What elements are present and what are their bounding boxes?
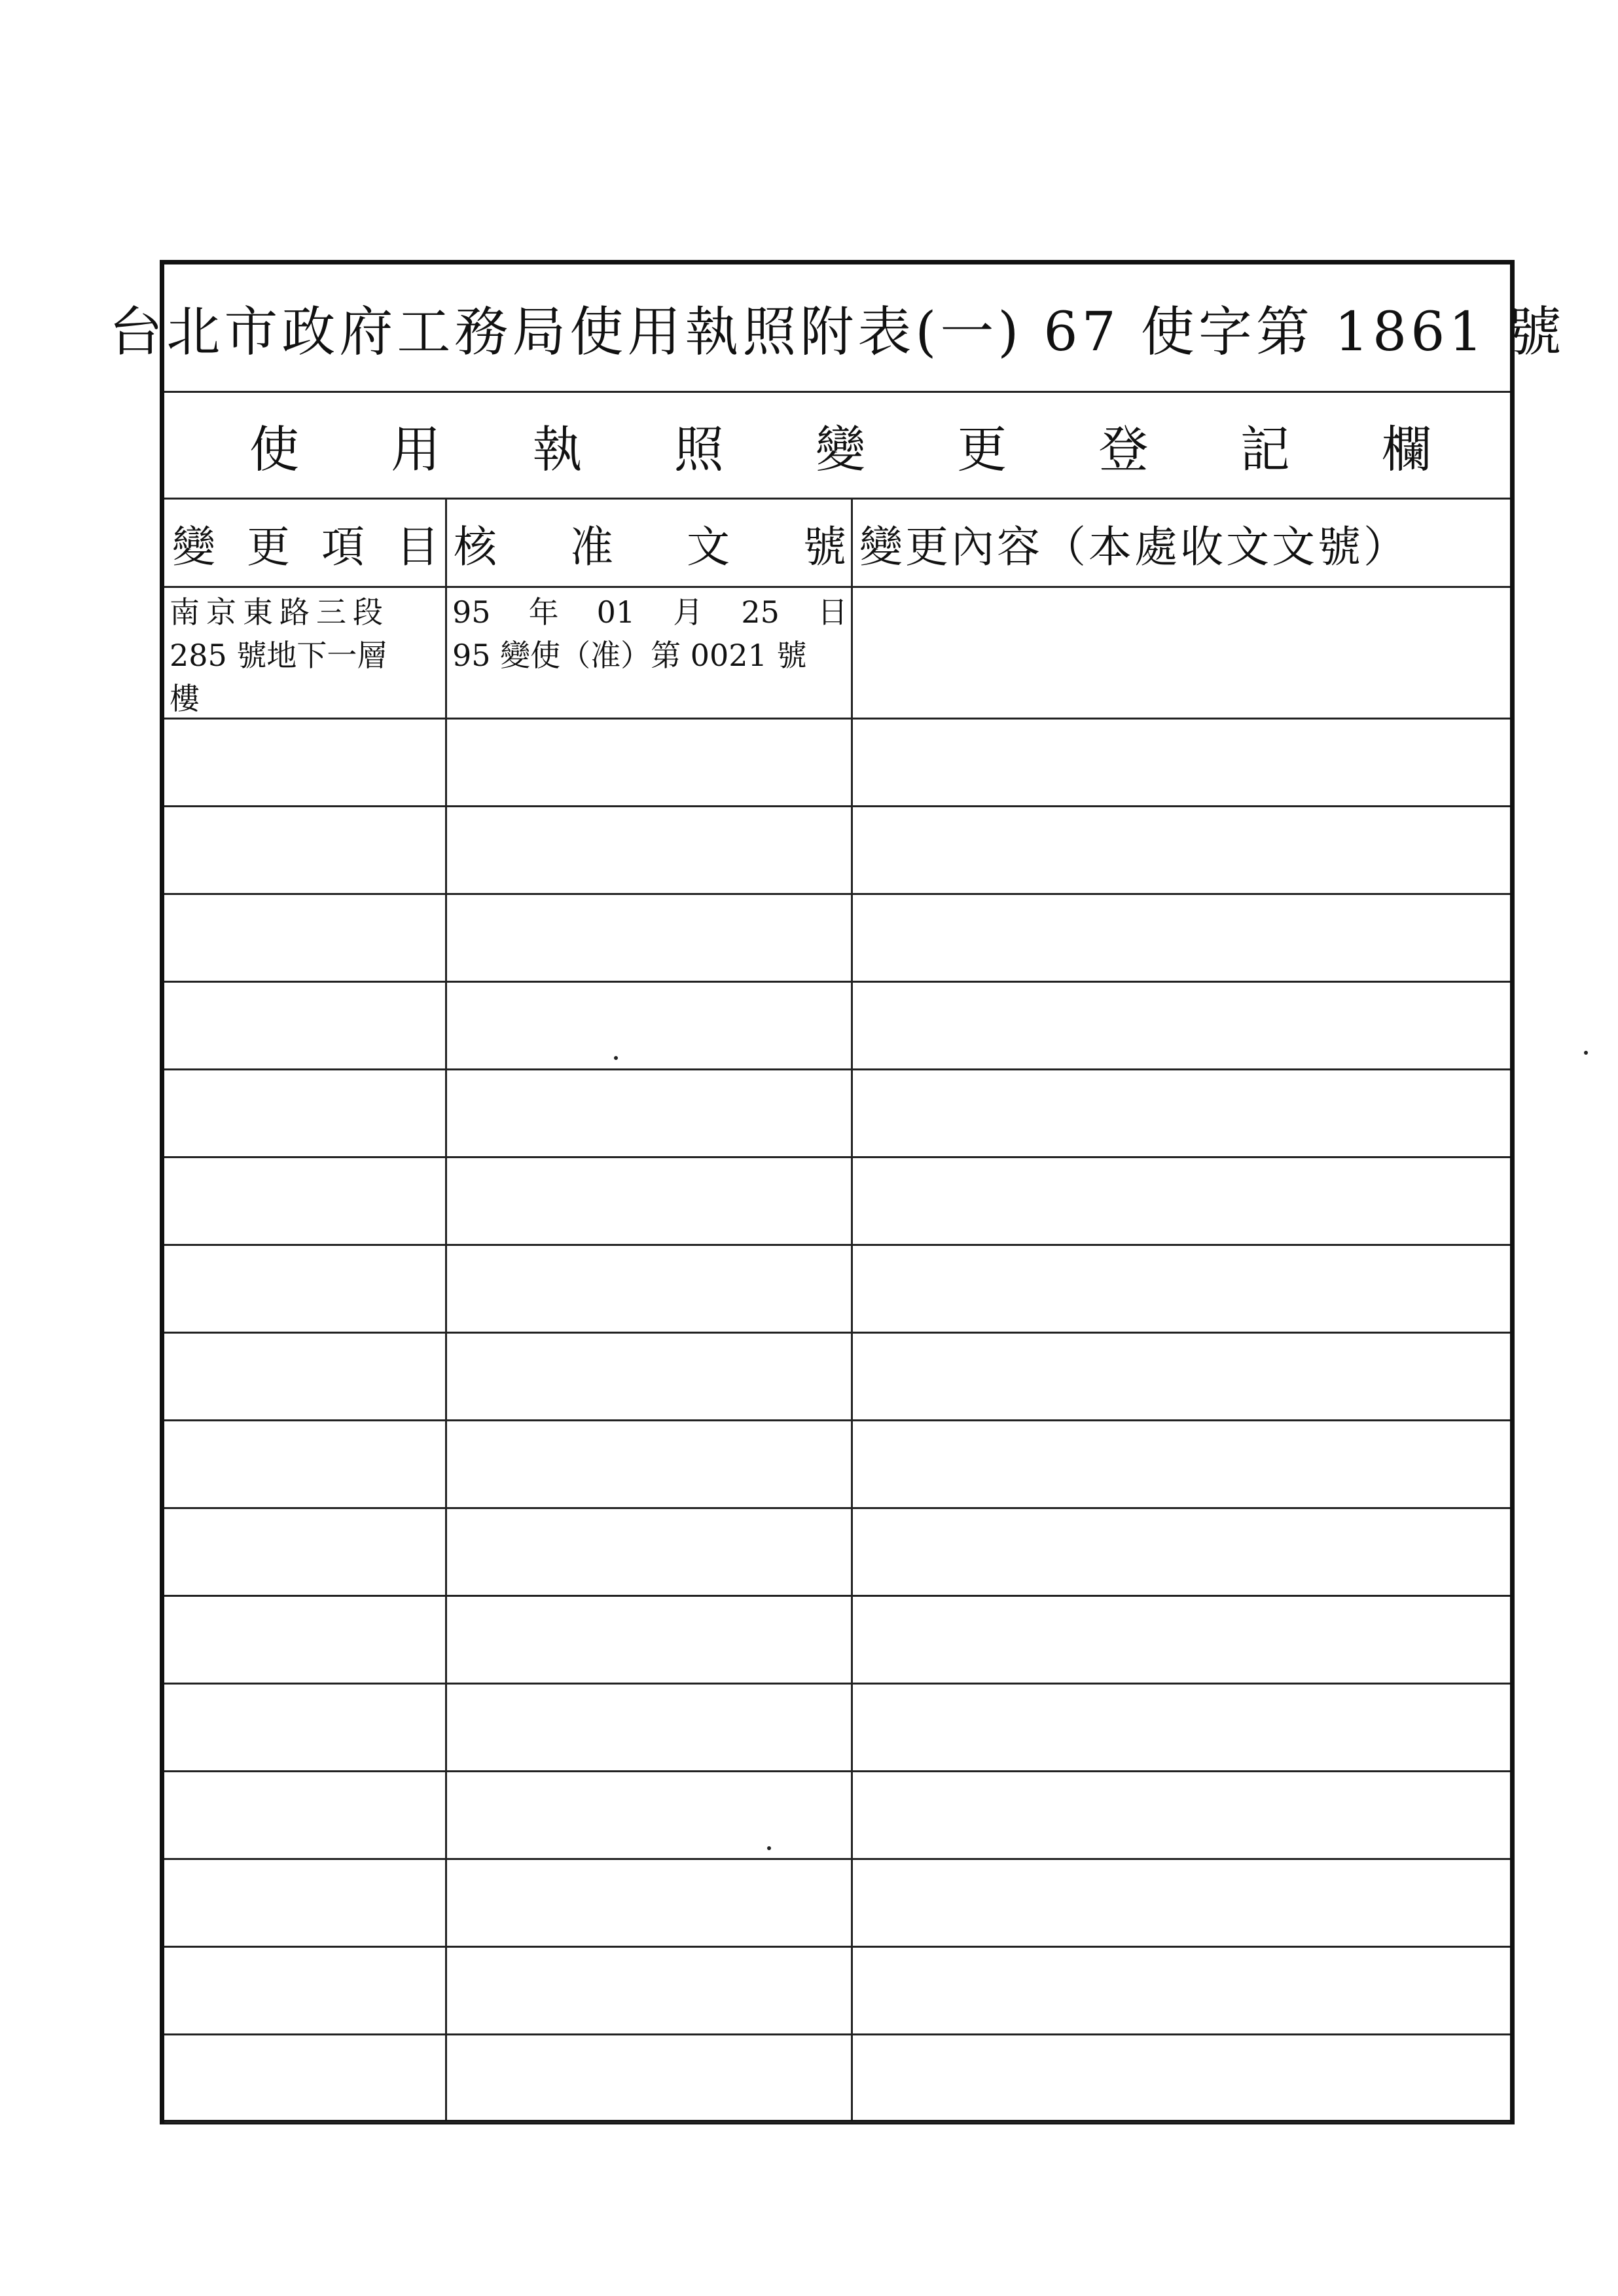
item-line: 南京東路三段 bbox=[170, 594, 389, 630]
subtitle-char: 變 bbox=[816, 420, 865, 479]
subtitle-char: 執 bbox=[532, 420, 583, 479]
table-row bbox=[164, 895, 1510, 983]
table-row bbox=[164, 720, 1510, 807]
table-row bbox=[164, 1334, 1510, 1421]
table-row bbox=[164, 588, 1510, 720]
table-row bbox=[164, 1509, 1510, 1597]
table-header bbox=[164, 500, 1510, 588]
table-row bbox=[164, 2123, 1510, 2211]
scan-speck bbox=[614, 1056, 618, 1060]
table-row bbox=[164, 1158, 1510, 1246]
table-row bbox=[164, 807, 1510, 895]
table-row bbox=[164, 1597, 1510, 1685]
table-row bbox=[164, 1772, 1510, 1860]
table-row bbox=[164, 983, 1510, 1070]
approval-number: 95 變使（准）第 0021 號 bbox=[452, 638, 807, 673]
table-row bbox=[164, 1246, 1510, 1334]
subtitle-char: 記 bbox=[1240, 420, 1290, 479]
header-approval-number: 核 准 文 號 bbox=[454, 521, 846, 572]
subtitle-char: 更 bbox=[957, 420, 1007, 479]
header-change-content: 變更內容（本處收文文號） bbox=[859, 521, 1409, 572]
subtitle-char: 使 bbox=[249, 420, 299, 479]
item-line: 285 號地下一層 bbox=[170, 638, 387, 673]
subtitle-char: 登 bbox=[1098, 420, 1149, 479]
header-change-item: 變 更 項 目 bbox=[172, 521, 439, 572]
change-item-cell bbox=[164, 588, 447, 718]
approval-cell bbox=[447, 588, 853, 718]
license-change-form bbox=[109, 260, 1566, 2124]
form-title: 台北市政府工務局使用執照附表(一) 67 使字第 1861 號 bbox=[164, 264, 1510, 393]
table-row bbox=[164, 1421, 1510, 1509]
item-line: 樓 bbox=[170, 681, 200, 716]
table-row bbox=[164, 2035, 1510, 2123]
subtitle-char: 用 bbox=[391, 420, 441, 479]
empty-rows bbox=[164, 720, 1510, 2120]
table-row bbox=[164, 1070, 1510, 1158]
subtitle-char: 照 bbox=[674, 420, 724, 479]
subtitle-char: 欄 bbox=[1382, 420, 1431, 479]
table-row bbox=[164, 1948, 1510, 2035]
table-row bbox=[164, 1860, 1510, 1948]
scan-speck bbox=[1584, 1051, 1588, 1055]
scan-speck bbox=[767, 1846, 771, 1850]
table-row bbox=[164, 1685, 1510, 1772]
form-subtitle bbox=[164, 393, 1510, 500]
approval-date: 95 年 01 月 25 日 bbox=[452, 594, 848, 630]
